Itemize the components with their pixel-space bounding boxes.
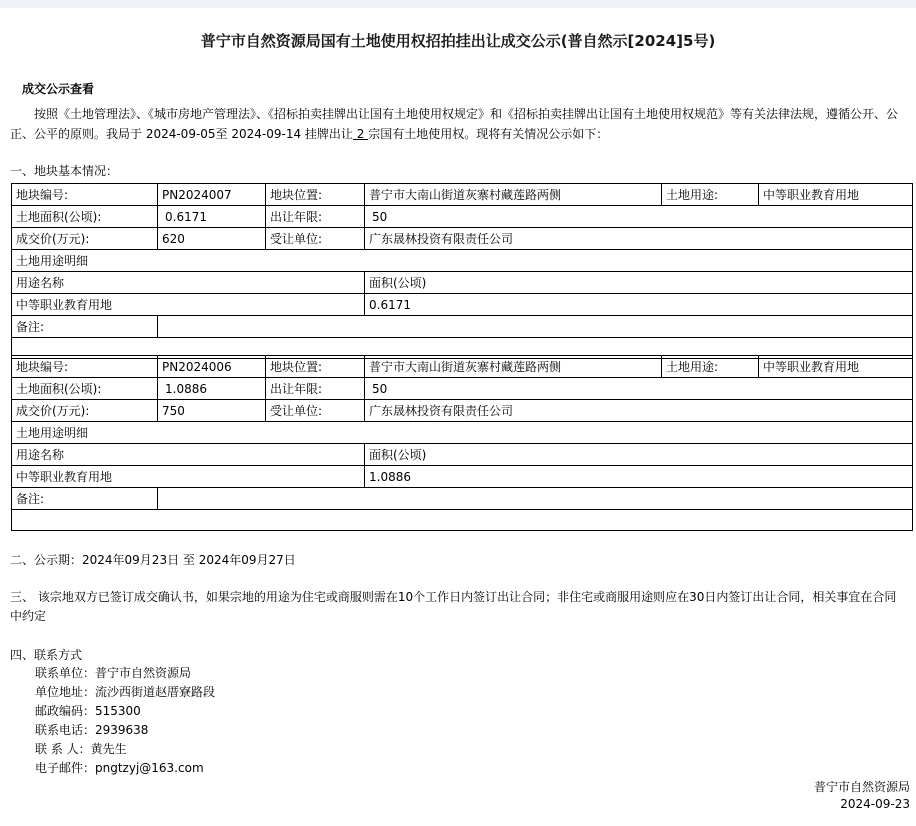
use-label: 土地用途: [662, 356, 759, 378]
use-detail-heading: 土地用途明细 [12, 422, 913, 444]
location-label: 地块位置: [266, 356, 365, 378]
parcel-table [11, 355, 913, 531]
buyer-label: 受让单位: [266, 228, 365, 250]
use-name-header: 用途名称 [12, 444, 365, 466]
intro-text-1: 按照《土地管理法》、《城市房地产管理法》、《招标拍卖挂牌出让国有土地使用权规定》和《招标拍卖挂牌出让国有土地使用权规范》等有关法律法规，遵循公开、公正、公平的原则。我局于 2024-09-05至 2024-09-14 挂牌出让 [10, 107, 899, 141]
buyer-label: 受让单位: [266, 400, 365, 422]
contact-org: 联系单位：普宁市自然资源局 [35, 666, 192, 680]
price-label: 成交价(万元): [12, 400, 158, 422]
contact-postcode: 邮政编码：515300 [35, 704, 141, 718]
price-value: 750 [158, 400, 266, 422]
contact-person: 联 系 人：黄先生 [35, 742, 127, 756]
page-title: 普宁市自然资源局国有土地使用权招拍挂出让成交公示(普自然示[2024]5号) [200, 32, 716, 50]
parcel-no-value: PN2024006 [158, 356, 266, 378]
term-value: 50 [365, 378, 913, 400]
area-label: 土地面积(公顷): [12, 378, 158, 400]
use-label: 土地用途: [662, 184, 759, 206]
parcel-no-label: 地块编号: [12, 184, 158, 206]
top-bar [0, 0, 916, 8]
use-detail-area: 1.0886 [365, 466, 913, 488]
parcel-no-label: 地块编号: [12, 356, 158, 378]
remark-label: 备注: [12, 488, 158, 510]
contact-phone: 联系电话：2939638 [35, 723, 149, 737]
use-value: 中等职业教育用地 [759, 184, 913, 206]
remark-value [158, 488, 913, 510]
term-label: 出让年限: [266, 206, 365, 228]
parcel-table [11, 183, 913, 359]
intro-paragraph [10, 104, 908, 144]
use-detail-heading: 土地用途明细 [12, 250, 913, 272]
location-label: 地块位置: [266, 184, 365, 206]
use-detail-name: 中等职业教育用地 [12, 466, 365, 488]
signature-org: 普宁市自然资源局 [813, 780, 910, 794]
area-label: 土地面积(公顷): [12, 206, 158, 228]
section-1-heading: 一、地块基本情况： [10, 164, 119, 178]
price-value: 620 [158, 228, 266, 250]
use-area-header: 面积(公顷) [365, 444, 913, 466]
contact-address: 单位地址：流沙西街道赵厝寮路段 [35, 685, 216, 699]
location-value: 普宁市大南山街道灰寨村藏莲路两侧 [365, 184, 662, 206]
parcel-no-value: PN2024007 [158, 184, 266, 206]
term-label: 出让年限: [266, 378, 365, 400]
remark-label: 备注: [12, 316, 158, 338]
term-value: 50 [365, 206, 913, 228]
location-value: 普宁市大南山街道灰寨村藏莲路两侧 [365, 356, 662, 378]
table-spacer-row [12, 510, 913, 531]
section-3-notice: 三、 该宗地双方已签订成交确认书，如果宗地的用途为住宅或商服则需在10个工作日内签订出让合同；非住宅或商服用途则应在30日内签订出让合同，相关事宜在合同中约定 [10, 590, 897, 623]
section-4-heading: 四、联系方式 [10, 648, 83, 662]
contact-list [35, 664, 215, 778]
price-label: 成交价(万元): [12, 228, 158, 250]
use-detail-name: 中等职业教育用地 [12, 294, 365, 316]
use-value: 中等职业教育用地 [759, 356, 913, 378]
buyer-value: 广东晟林投资有限责任公司 [365, 228, 913, 250]
intro-text-2: 宗国有土地使用权。现将有关情况公示如下： [368, 127, 609, 141]
area-value: 0.6171 [158, 206, 266, 228]
use-area-header: 面积(公顷) [365, 272, 913, 294]
remark-value [158, 316, 913, 338]
area-value: 1.0886 [158, 378, 266, 400]
section-subhead: 成交公示查看 [22, 82, 95, 96]
use-name-header: 用途名称 [12, 272, 365, 294]
parcel-count: 2 [352, 127, 369, 141]
buyer-value: 广东晟林投资有限责任公司 [365, 400, 913, 422]
section-2-period: 二、公示期：2024年09月23日 至 2024年09月27日 [10, 553, 296, 567]
use-detail-area: 0.6171 [365, 294, 913, 316]
contact-email: 电子邮件：pngtzyj@163.com [35, 761, 204, 775]
signature-date: 2024-09-23 [840, 797, 910, 811]
